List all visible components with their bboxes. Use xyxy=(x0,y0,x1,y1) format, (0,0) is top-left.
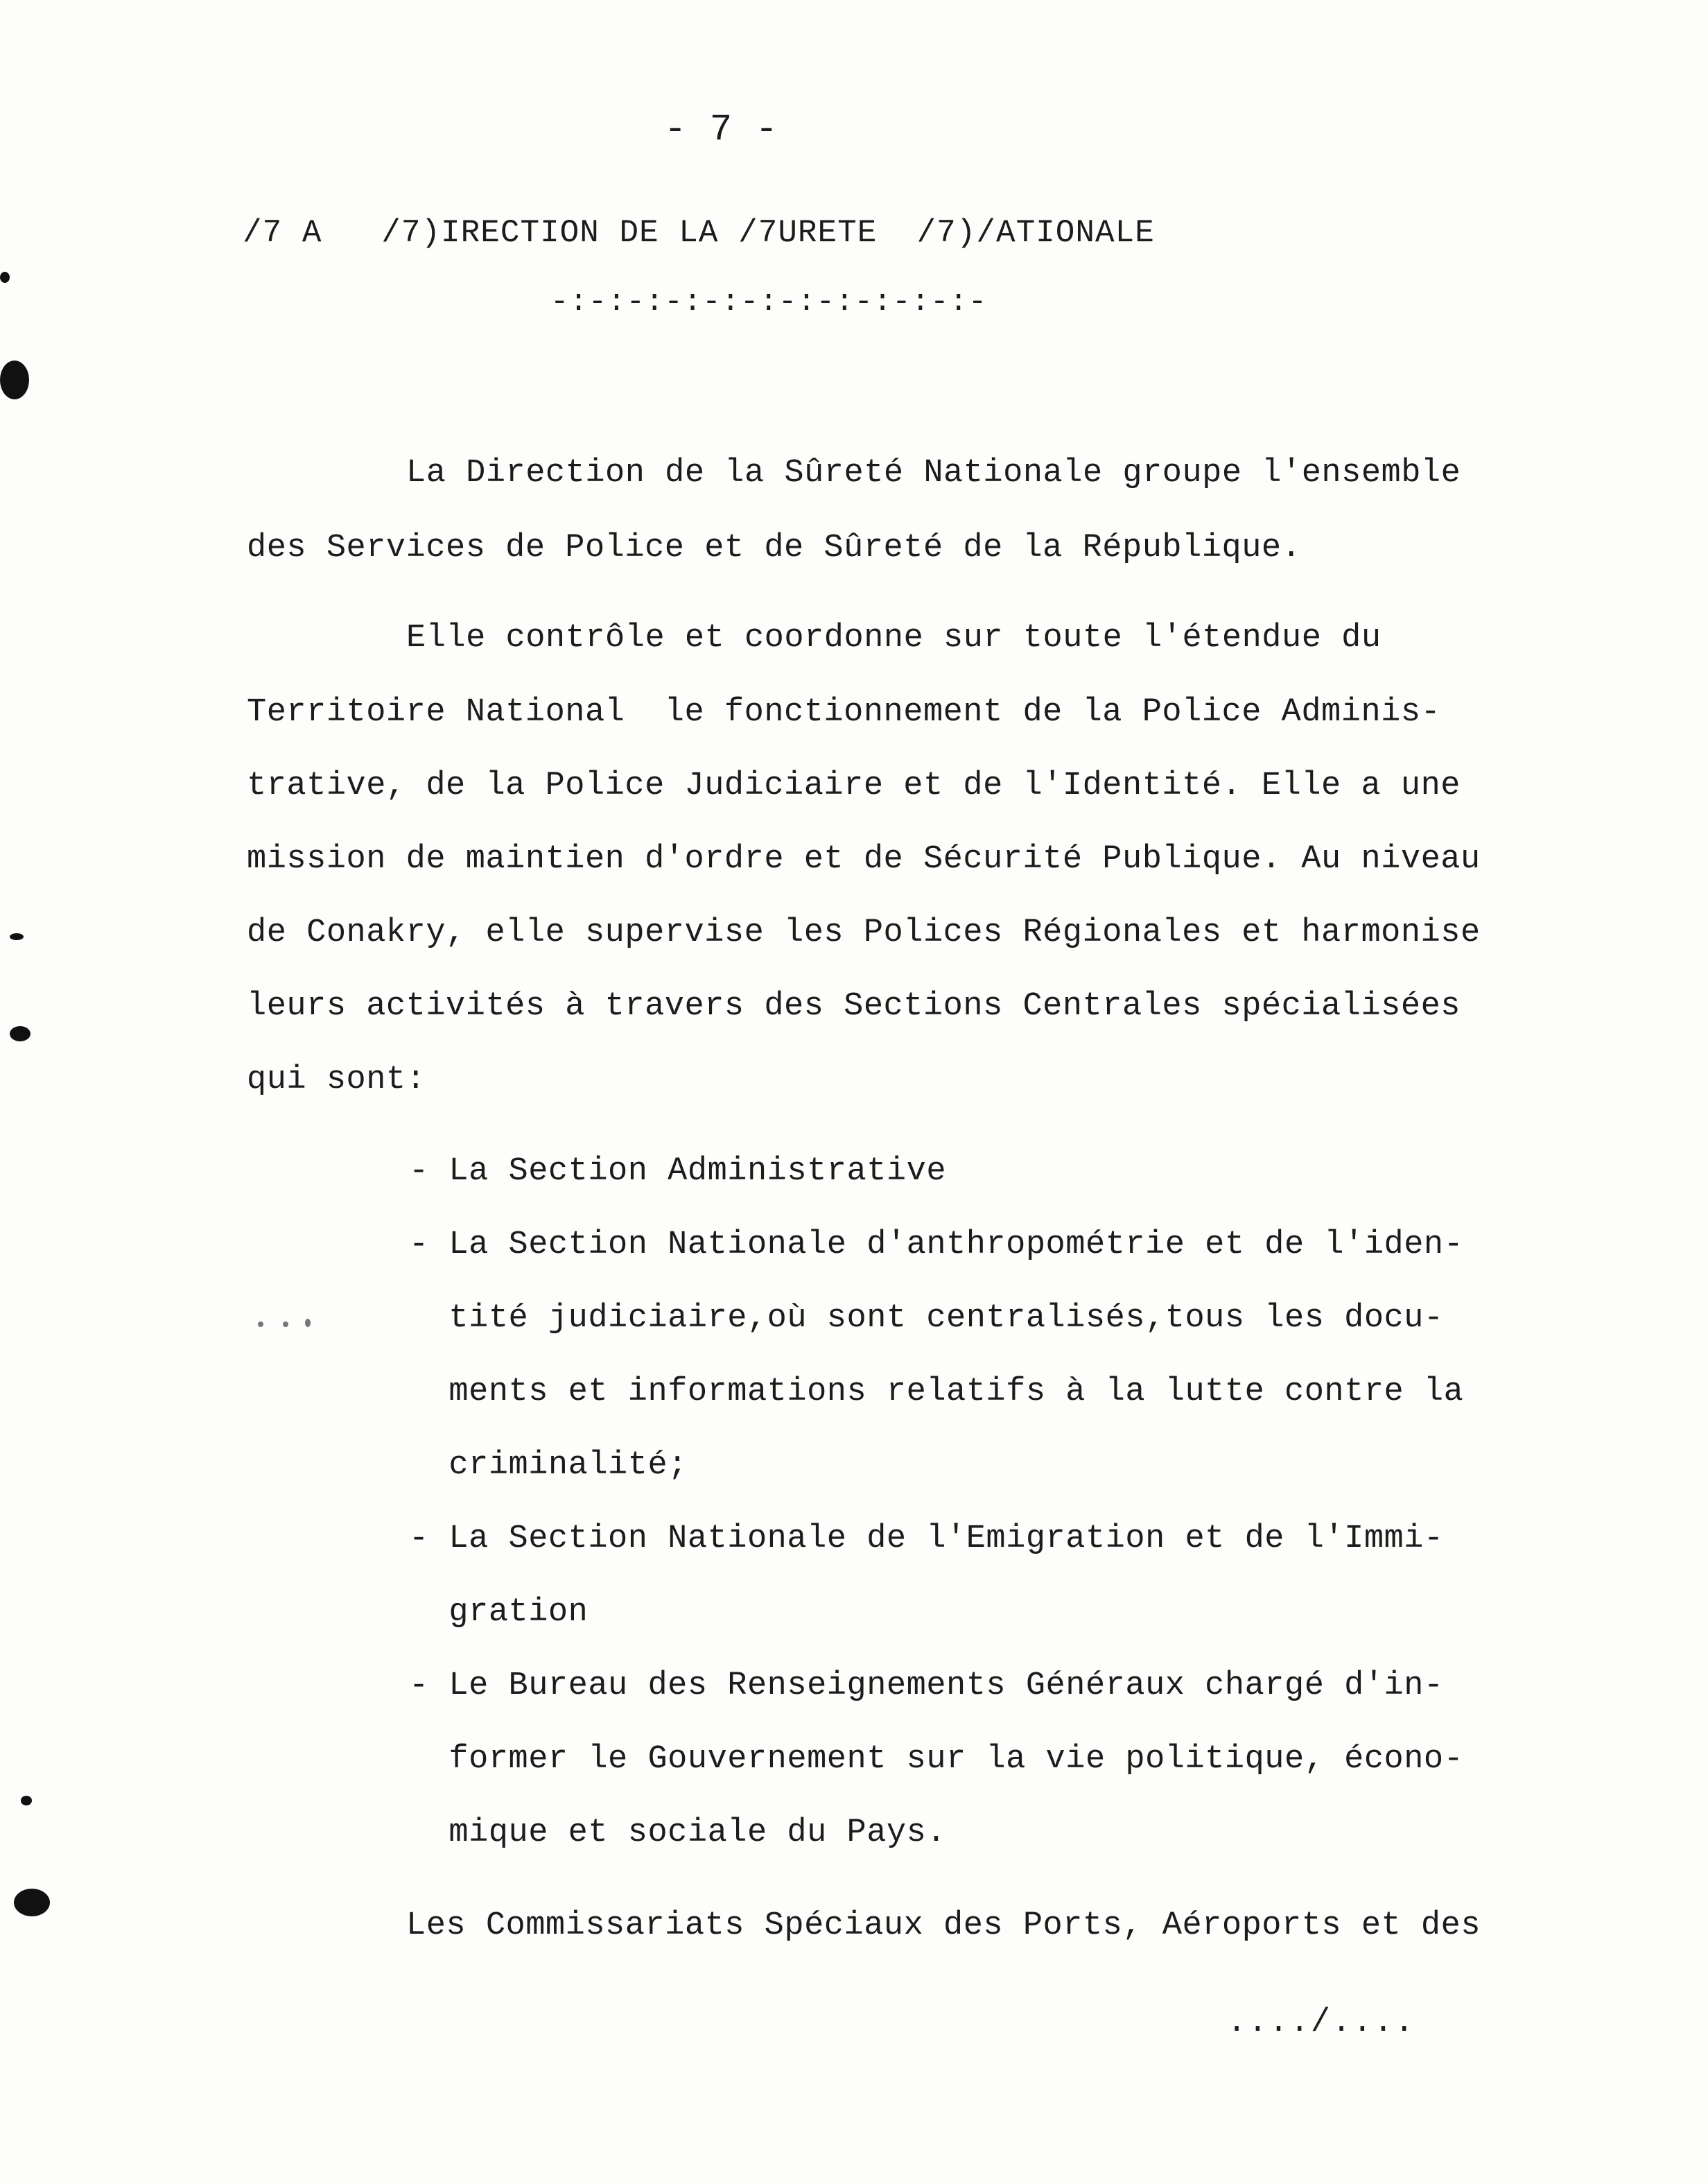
scan-speck xyxy=(10,933,24,940)
scan-speck xyxy=(21,1796,32,1805)
scan-speck xyxy=(0,272,10,283)
paragraph-2-line-2: Territoire National le fonctionnement de la Police Adminis- xyxy=(247,694,1441,731)
page-title: /7 A /7)IRECTION DE LA /7URETE /7)/ATIONALE xyxy=(243,215,1155,251)
closing-line: Les Commissariats Spéciaux des Ports, Aéroports et des xyxy=(406,1907,1481,1944)
list-item-2-line-3: ments et informations relatifs à la lutte contre la xyxy=(409,1373,1464,1410)
scan-speck xyxy=(283,1321,288,1327)
list-item-4-line-3: mique et sociale du Pays. xyxy=(409,1814,947,1851)
paragraph-2-line-7: qui sont: xyxy=(247,1061,426,1098)
paragraph-1-line-2: des Services de Police et de Sûreté de la République. xyxy=(247,530,1302,566)
scan-speck xyxy=(10,1026,31,1041)
list-item-4-line-2: former le Gouvernement sur la vie politique, écono- xyxy=(409,1741,1464,1778)
list-item-2-line-4: criminalité; xyxy=(409,1447,688,1484)
list-item-2-line-1: - La Section Nationale d'anthropométrie et de l'iden- xyxy=(409,1227,1464,1263)
punch-hole-mark xyxy=(14,1889,50,1916)
paragraph-1-line-1: La Direction de la Sûreté Nationale groupe l'ensemble xyxy=(406,455,1461,492)
list-item-3-line-2: gration xyxy=(409,1594,589,1631)
paragraph-2-line-6: leurs activités à travers des Sections Centrales spécialisées xyxy=(247,988,1461,1025)
title-separator: -:-:-:-:-:-:-:-:-:-:-:- xyxy=(550,285,988,320)
list-item-2-line-2: tité judiciaire,où sont centralisés,tous les docu- xyxy=(409,1300,1444,1337)
paragraph-2-line-5: de Conakry, elle supervise les Polices Régionales et harmonise xyxy=(247,915,1481,951)
page-number: - 7 - xyxy=(664,109,778,151)
paragraph-2-line-1: Elle contrôle et coordonne sur toute l'étendue du xyxy=(406,620,1382,657)
list-item-4-line-1: - Le Bureau des Renseignements Généraux chargé d'in- xyxy=(409,1667,1444,1704)
paragraph-2-line-3: trative, de la Police Judiciaire et de l'Identité. Elle a une xyxy=(247,768,1461,804)
paragraph-2-line-4: mission de maintien d'ordre et de Sécurité Publique. Au niveau xyxy=(247,841,1481,878)
list-item-3-line-1: - La Section Nationale de l'Emigration et de l'Immi- xyxy=(409,1520,1444,1557)
scan-speck xyxy=(305,1319,311,1327)
punch-hole-mark xyxy=(0,361,29,399)
scan-speck xyxy=(258,1321,263,1327)
list-item-1-line-1: - La Section Administrative xyxy=(409,1153,947,1190)
continuation-mark: ..../.... xyxy=(1227,2004,1415,2041)
